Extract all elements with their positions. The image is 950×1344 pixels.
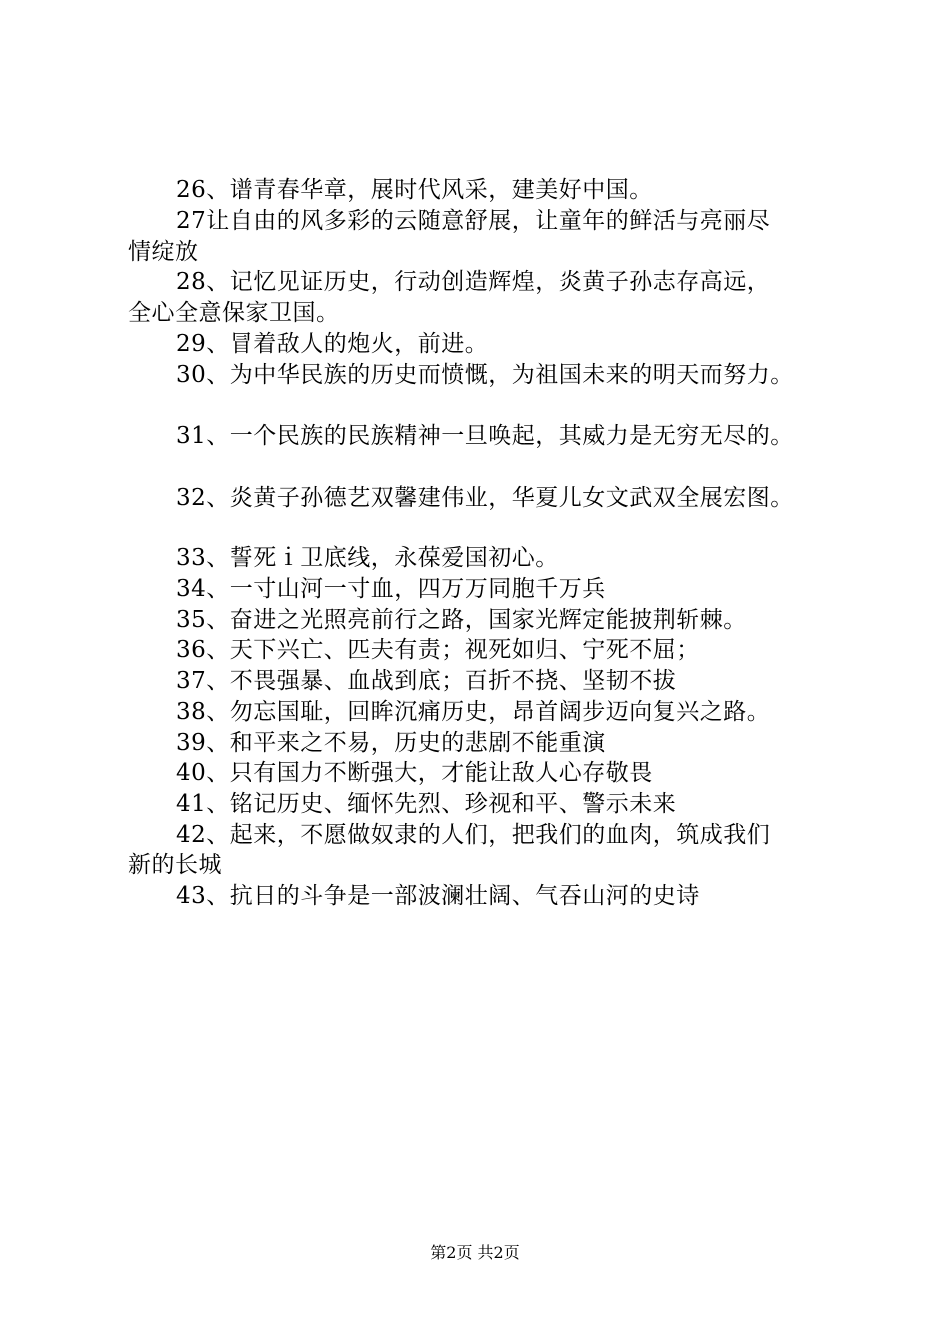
slogan-41: 41、铭记历史、缅怀先烈、珍视和平、警示未来 xyxy=(176,791,677,817)
slogan-43: 43、抗日的斗争是一部波澜壮阔、气吞山河的史诗 xyxy=(176,883,700,909)
slogan-27-continued: 情绽放 xyxy=(128,239,199,265)
slogan-26: 26、谱青春华章，展时代风采，建美好中国。 xyxy=(176,177,653,203)
slogan-28-continued: 全心全意保家卫国。 xyxy=(128,300,340,326)
slogan-36: 36、天下兴亡、匹夫有责；视死如归、宁死不屈； xyxy=(176,637,700,663)
slogan-39: 39、和平来之不易，历史的悲剧不能重演 xyxy=(176,730,606,756)
slogan-37: 37、不畏强暴、血战到底；百折不挠、坚韧不拔 xyxy=(176,668,677,694)
page-footer: 第2页 共2页 xyxy=(430,1243,520,1262)
slogan-29: 29、冒着敌人的炮火，前进。 xyxy=(176,331,489,357)
slogan-32: 32、炎黄子孙德艺双馨建伟业，华夏儿女文武双全展宏图。 xyxy=(176,485,794,511)
slogan-31: 31、一个民族的民族精神一旦唤起，其威力是无穷无尽的。 xyxy=(176,423,794,449)
slogan-35: 35、奋进之光照亮前行之路，国家光辉定能披荆斩棘。 xyxy=(176,607,747,633)
slogan-33: 33、誓死ｉ卫底线，永葆爱国初心。 xyxy=(176,545,559,571)
slogan-30: 30、为中华民族的历史而愤慨，为祖国未来的明天而努力。 xyxy=(176,362,794,388)
slogan-34: 34、一寸山河一寸血，四万万同胞千万兵 xyxy=(176,576,606,602)
slogan-27: 27让自由的风多彩的云随意舒展，让童年的鲜活与亮丽尽 xyxy=(176,208,771,234)
slogan-42: 42、起来，不愿做奴隶的人们，把我们的血肉，筑成我们 xyxy=(176,822,771,848)
slogan-40: 40、只有国力不断强大，才能让敌人心存敬畏 xyxy=(176,760,653,786)
slogan-42-continued: 新的长城 xyxy=(128,852,222,878)
slogan-28: 28、记忆见证历史，行动创造辉煌，炎黄子孙志存高远， xyxy=(176,269,771,295)
slogan-38: 38、勿忘国耻，回眸沉痛历史，昂首阔步迈向复兴之路。 xyxy=(176,699,771,725)
